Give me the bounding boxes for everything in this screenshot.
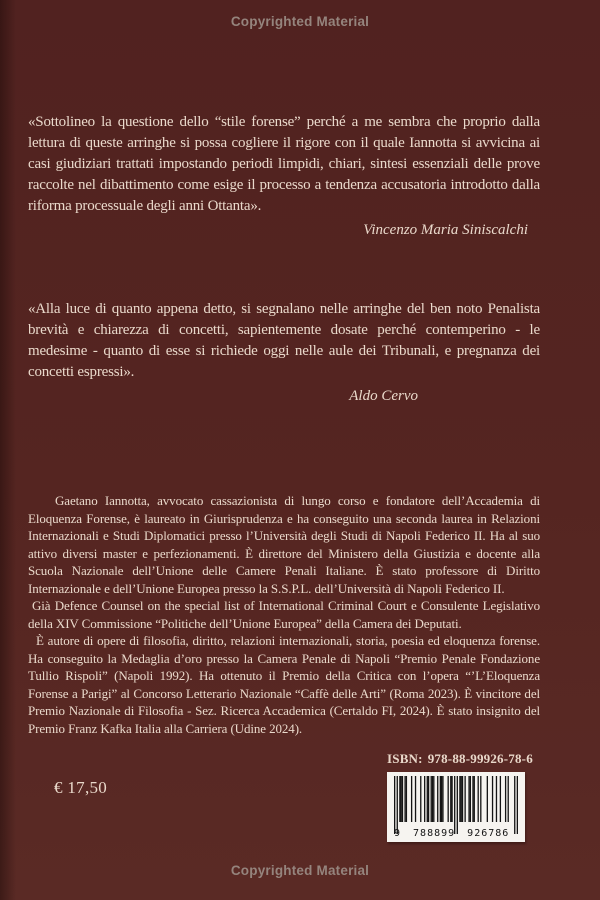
author-bio-paragraph-1: Gaetano Iannotta, avvocato cassazionista di lungo corso e fondatore dell’Accademia di Eloquenza Forense, è laureato in Giurisprudenza e ha conseguito una seconda laurea in Relazioni Internazionali e Studi Diplomatici presso l’Università degli Studi di Napoli Federico II. Ha al suo attivo diversi master e perfezionamenti. È direttore del Ministero della Giustizia e docente alla Scuola Nazionale dell’Unione delle Camere Penali Italiane. È stato professore di Diritto Internazionale e dell’Unione Europea presso la S.S.P.L. dell’Università di Napoli Federico II. [28,493,540,596]
quote-text-cervo: «Alla luce di quanto appena detto, si segnalano nelle arringhe del ben noto Penalista brevità e chiarezza di concetti, sapientemente dosate perché contemperino - le medesime - quanto di esse si richiede oggi nelle aule dei Tribunali, e pregnanza dei concetti espressi». [28,301,540,380]
quote-attribution-cervo: Aldo Cervo [349,388,418,404]
isbn-line [387,751,533,767]
author-bio-paragraph-3: È autore di opere di filosofia, diritto, relazioni internazionali, storia, poesia ed eloquenza forense. Ha conseguito la Medaglia d’oro presso la Camera Penale di Napoli “Premio Penale Fondazione Tullio Rispoli” (Napoli 1992). Ha ottenuto il Premio della Critica con l’opera “’L’Eloquenza Forense a Parigi” al Concorso Letterario Nazionale “Caffè delle Arti” (Roma 2023). È vincitore del Premio Nazionale di Filosofia - Sez. Ricerca Accademica (Certaldo FI, 2024). È stato insignito del Premio Franz Kafka Italia alla Carriera (Udine 2024). [28,633,540,736]
author-bio [28,492,540,737]
quote-attribution-siniscalchi: Vincenzo Maria Siniscalchi [363,222,528,238]
price-label: € 17,50 [54,778,108,797]
quote-block-cervo [28,299,540,406]
barcode-digits: 9 788899 926786 [394,828,510,839]
isbn-number: 978-88-99926-78-6 [427,751,533,766]
quote-text-siniscalchi: «Sottolineo la questione dello “stile forense” perché a me sembra che proprio dalla lettura di queste arringhe si possa cogliere il rigore con il quale Iannotta si avvicina ai casi giudiziari trattati impostando periodi limpidi, chiari, sintesi essenziali delle prove raccolte nel dibattimento come esige il processo a tendenza accusatoria introdotto dalla riforma processuale degli anni Ottanta». [28,114,540,214]
author-bio-paragraph-2: Già Defence Counsel on the special list of International Criminal Court e Consulente Legislativo della XIV Commissione “Politiche dell’Unione Europea” della Camera dei Deputati. [28,598,540,631]
quote-block-siniscalchi [28,112,540,240]
copyright-watermark-top: Copyrighted Material [230,14,370,29]
isbn-label: ISBN: [387,751,423,766]
copyright-watermark-bottom: Copyrighted Material [230,863,370,878]
ean13-barcode [387,772,525,842]
